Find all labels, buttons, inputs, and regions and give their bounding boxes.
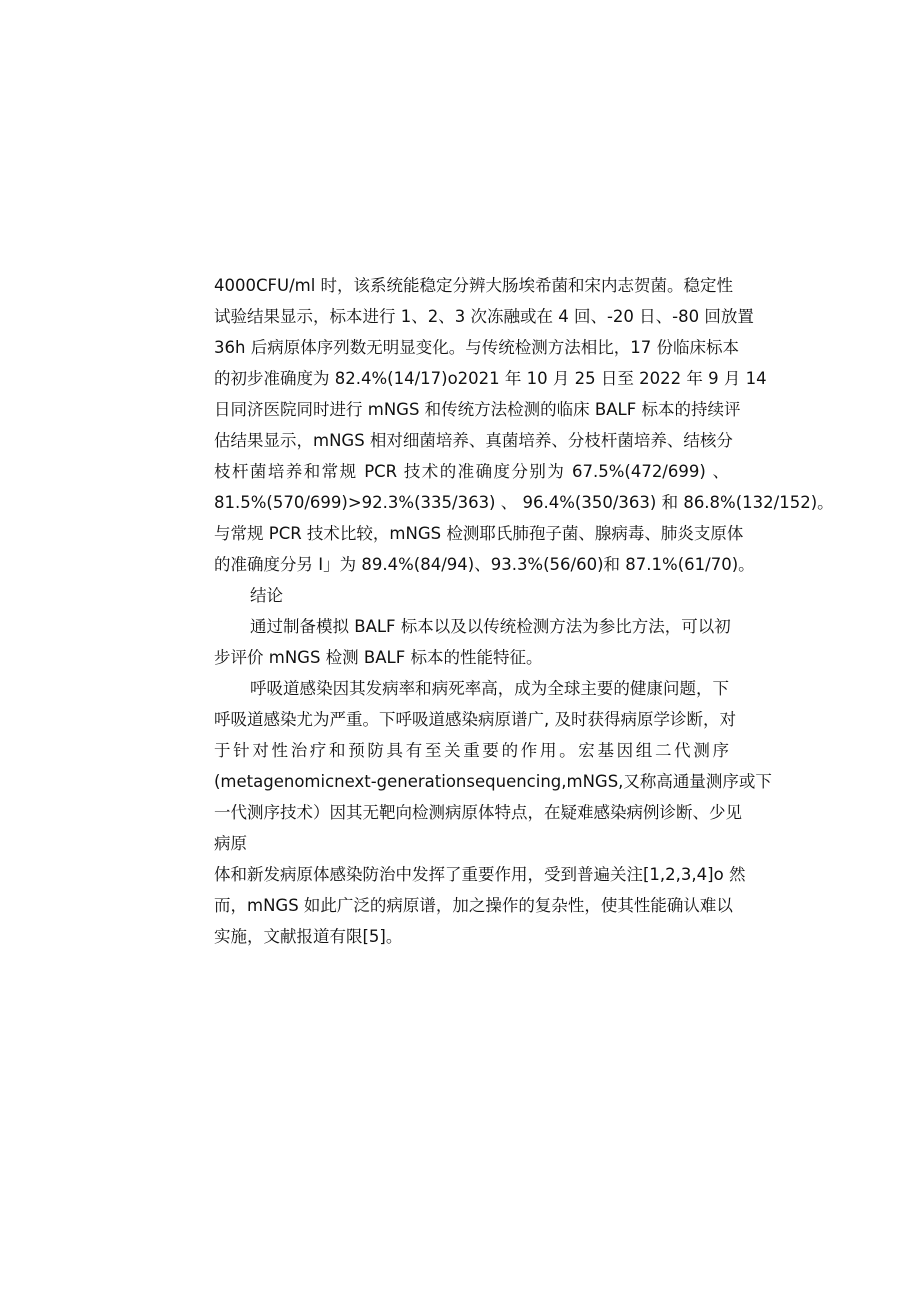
text-line: 81.5%(570/699)>92.3%(335/363) 、 96.4%(350/363) 和 86.8%(132/152)。 [214, 493, 834, 512]
text-line: 日同济医院同时进行 mNGS 和传统方法检测的临床 BALF 标本的持续评 [214, 400, 741, 419]
section-heading-conclusion: 结论 [250, 586, 283, 605]
continuation-paragraph [214, 859, 746, 952]
intro-paragraph [214, 673, 772, 859]
text-line: 病原 [214, 834, 247, 853]
text-line: 枝杆菌培养和常规 PCR 技术的准确度分别为 67.5%(472/699) 、 [214, 462, 729, 481]
text-line: 实施，文献报道有限[5]。 [214, 927, 403, 946]
text-line: 的初步准确度为 82.4%(14/17)o2021 年 10 月 25 日至 2022 年 9 月 14 [214, 369, 767, 388]
text-line: 步评价 mNGS 检测 BALF 标本的性能特征。 [214, 648, 543, 667]
text-line: 而，mNGS 如此广泛的病原谱，加之操作的复杂性，使其性能确认难以 [214, 896, 733, 915]
conclusion-paragraph [214, 611, 729, 673]
results-paragraph [214, 270, 834, 580]
text-line: 一代测序技术）因其无靶向检测病原体特点，在疑难感染病例诊断、少见 [214, 803, 742, 822]
text-line: 试验结果显示，标本进行 1、2、3 次冻融或在 4 回、-20 日、-80 回放置 [214, 307, 754, 326]
text-line: 的准确度分另 I」为 89.4%(84/94)、93.3%(56/60)和 87.1%(61/70)。 [214, 555, 755, 574]
text-line: 与常规 PCR 技术比较，mNGS 检测耶氏肺孢子菌、腺病毒、肺炎支原体 [214, 524, 744, 543]
text-line: 体和新发病原体感染防治中发挥了重要作用，受到普遍关注[1,2,3,4]o 然 [214, 865, 746, 884]
text-line: (metagenomicnext-generationsequencing,mNGS,又称高通量测序或下 [214, 772, 772, 791]
text-line: 估结果显示，mNGS 相对细菌培养、真菌培养、分枝杆菌培养、结核分 [214, 431, 733, 450]
text-line: 4000CFU/ml 时，该系统能稳定分辨大肠埃希菌和宋内志贺菌。稳定性 [214, 276, 734, 295]
text-line: 呼吸道感染尤为严重。下呼吸道感染病原谱广, 及时获得病原学诊断，对 [214, 710, 736, 729]
text-line: 呼吸道感染因其发病率和病死率高，成为全球主要的健康问题，下 [250, 679, 729, 698]
text-line: 于针对性治疗和预防具有至关重要的作用。宏基因组二代测序 [214, 741, 729, 760]
document-page [214, 270, 834, 952]
text-line: 36h 后病原体序列数无明显变化。与传统检测方法相比，17 份临床标本 [214, 338, 739, 357]
text-line: 通过制备模拟 BALF 标本以及以传统检测方法为参比方法，可以初 [250, 617, 731, 636]
